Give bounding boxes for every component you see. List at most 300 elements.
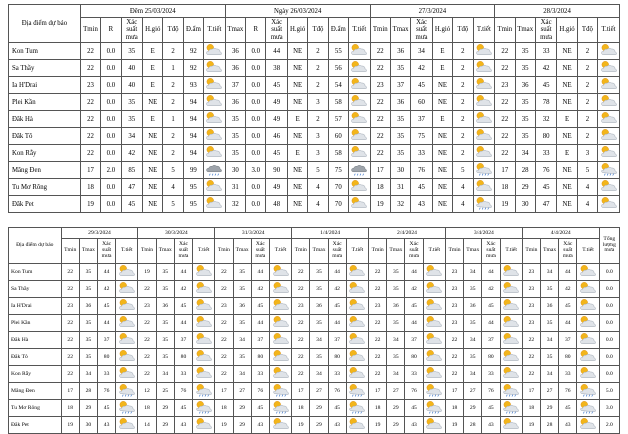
- day-title: 3/4/2024: [445, 228, 522, 239]
- data-cell: 93: [183, 77, 203, 94]
- data-cell: 19: [61, 417, 79, 434]
- column-header: Tmin: [370, 18, 390, 43]
- sun-cloud-icon: [117, 332, 137, 348]
- data-cell: 57: [328, 111, 348, 128]
- table-row: [9, 264, 620, 281]
- weather-cell: [500, 264, 522, 281]
- column-header: H.gió: [143, 18, 163, 43]
- table-row: [9, 281, 620, 298]
- data-cell: 47: [121, 179, 143, 196]
- data-cell: 23: [61, 298, 79, 315]
- weather-cell: [193, 298, 215, 315]
- weather-cell: [349, 162, 371, 179]
- data-cell: 22: [61, 281, 79, 298]
- location-name: Đăk Hà: [9, 111, 81, 128]
- sun-cloud-icon: [117, 264, 137, 280]
- weather-cell: [598, 77, 620, 94]
- column-header: T.tiết: [577, 239, 599, 264]
- table-row: [9, 179, 620, 196]
- data-cell: 33: [98, 366, 116, 383]
- sun-cloud-icon: [194, 298, 214, 314]
- data-cell: 45: [174, 298, 192, 315]
- data-cell: 22: [215, 349, 233, 366]
- data-cell: 44: [405, 315, 423, 332]
- data-cell: 44: [251, 315, 269, 332]
- weather-cell: [349, 196, 371, 213]
- sun-cloud-icon: [349, 43, 369, 59]
- data-cell: 22: [369, 366, 387, 383]
- table-row: [9, 162, 620, 179]
- data-cell: 17: [292, 383, 310, 400]
- data-cell: 5: [163, 196, 183, 213]
- data-cell: 2: [453, 111, 473, 128]
- day-title: 29/3/2024: [61, 228, 138, 239]
- data-cell: 94: [183, 111, 203, 128]
- sun-rain-icon: [117, 400, 137, 416]
- table-row: [9, 315, 620, 332]
- column-header: Tđộ: [163, 18, 183, 43]
- sun-cloud-icon: [204, 111, 224, 127]
- weather-cell: [116, 400, 138, 417]
- column-header: Tmax: [225, 18, 245, 43]
- data-cell: 29: [541, 400, 559, 417]
- sun-cloud-icon: [599, 145, 619, 161]
- data-cell: 29: [233, 417, 251, 434]
- data-cell: 75: [411, 128, 433, 145]
- weather-cell: [193, 315, 215, 332]
- data-cell: 35: [541, 349, 559, 366]
- data-cell: 19: [370, 196, 390, 213]
- weather-cell: [204, 43, 226, 60]
- data-cell: 23: [445, 298, 463, 315]
- data-cell: 80: [559, 349, 577, 366]
- data-cell: 35: [464, 281, 482, 298]
- data-cell: 35: [121, 94, 143, 111]
- weather-cell: [116, 332, 138, 349]
- sun-cloud-icon: [424, 315, 444, 331]
- data-cell: 4: [577, 179, 597, 196]
- data-cell: 2: [308, 111, 328, 128]
- data-cell: 22: [370, 94, 390, 111]
- weather-cell: [473, 145, 495, 162]
- table-row: [9, 60, 620, 77]
- data-cell: 19: [522, 417, 540, 434]
- period-title: 28/3/2024: [495, 5, 620, 18]
- data-cell: 45: [411, 179, 433, 196]
- data-cell: 12: [138, 383, 156, 400]
- data-cell: 44: [559, 315, 577, 332]
- data-cell: 35: [515, 94, 535, 111]
- data-cell: 44: [174, 264, 192, 281]
- data-cell: 22: [292, 281, 310, 298]
- table-row: [9, 196, 620, 213]
- data-cell: 34: [387, 332, 405, 349]
- data-cell: 22: [292, 349, 310, 366]
- sun-cloud-icon: [501, 366, 521, 382]
- weather-cell: [116, 383, 138, 400]
- data-cell: 22: [80, 128, 100, 145]
- data-cell: 0.0: [101, 43, 121, 60]
- data-cell: 43: [482, 417, 500, 434]
- data-cell: NE: [287, 43, 307, 60]
- weather-cell: [116, 264, 138, 281]
- sun-cloud-icon: [194, 332, 214, 348]
- location-name: Tu Mơ Rông: [9, 179, 81, 196]
- data-cell: 0.0: [101, 77, 121, 94]
- data-cell: NE: [287, 94, 307, 111]
- column-header: Tmax: [541, 239, 559, 264]
- data-cell: NE: [143, 94, 163, 111]
- data-cell: 0.0: [246, 128, 266, 145]
- data-cell: 35: [515, 60, 535, 77]
- data-cell: 4: [308, 196, 328, 213]
- data-cell: 23: [215, 298, 233, 315]
- data-cell: 22: [522, 332, 540, 349]
- weather-cell: [423, 315, 445, 332]
- sun-cloud-icon: [204, 179, 224, 195]
- data-cell: 44: [328, 264, 346, 281]
- weather-cell: [204, 94, 226, 111]
- data-cell: 23: [522, 298, 540, 315]
- data-cell: 37: [390, 77, 410, 94]
- weather-cell: [116, 349, 138, 366]
- data-cell: 2: [308, 60, 328, 77]
- data-cell: NE: [432, 77, 452, 94]
- weather-cell: [116, 417, 138, 434]
- data-cell: 22: [80, 145, 100, 162]
- data-cell: 45: [251, 298, 269, 315]
- data-cell: NE: [432, 94, 452, 111]
- data-cell: 35: [233, 349, 251, 366]
- table-row: [9, 298, 620, 315]
- weather-cell: [423, 264, 445, 281]
- location-name: Sa Thầy: [9, 60, 81, 77]
- data-cell: 35: [225, 111, 245, 128]
- data-cell: 34: [541, 366, 559, 383]
- data-cell: 43: [98, 417, 116, 434]
- data-cell: 2: [453, 60, 473, 77]
- data-cell: 37: [559, 332, 577, 349]
- data-cell: 42: [535, 60, 557, 77]
- location-name: Tu Mơ Rông: [9, 400, 62, 417]
- data-cell: 29: [156, 400, 174, 417]
- sun-cloud-icon: [349, 60, 369, 76]
- sun-cloud-icon: [474, 145, 494, 161]
- sun-cloud-icon: [204, 77, 224, 93]
- data-cell: 2: [308, 77, 328, 94]
- location-name: Kon Tum: [9, 264, 62, 281]
- data-cell: 35: [156, 332, 174, 349]
- weather-cell: [269, 400, 291, 417]
- data-cell: 42: [405, 281, 423, 298]
- weather-cell: [349, 60, 371, 77]
- column-header: T.tiết: [500, 239, 522, 264]
- sun-cloud-icon: [474, 60, 494, 76]
- weather-cell: [473, 77, 495, 94]
- column-header: Tđộ: [308, 18, 328, 43]
- data-cell: 36: [387, 298, 405, 315]
- data-cell: 42: [98, 281, 116, 298]
- weather-cell: [269, 349, 291, 366]
- data-cell: 35: [156, 264, 174, 281]
- data-cell: 80: [251, 349, 269, 366]
- data-cell: 29: [310, 417, 328, 434]
- data-cell: 22: [61, 332, 79, 349]
- weather-cell: [116, 298, 138, 315]
- data-cell: NE: [557, 94, 577, 111]
- data-cell: 0.0: [101, 128, 121, 145]
- data-cell: 28: [79, 383, 97, 400]
- data-cell: 29: [233, 400, 251, 417]
- column-header: Tđộ: [577, 18, 597, 43]
- sun-cloud-icon: [424, 417, 444, 433]
- data-cell: NE: [557, 128, 577, 145]
- weather-cell: [577, 417, 599, 434]
- column-header: T.tiết: [598, 18, 620, 43]
- sun-cloud-icon: [474, 128, 494, 144]
- column-header: Tmax: [387, 239, 405, 264]
- data-cell: 42: [328, 281, 346, 298]
- data-cell: 35: [79, 281, 97, 298]
- data-cell: 0.0: [101, 111, 121, 128]
- weather-cell: [269, 315, 291, 332]
- data-cell: 35: [390, 145, 410, 162]
- weather-cell: [598, 94, 620, 111]
- data-cell: 22: [370, 43, 390, 60]
- data-cell: 45: [98, 400, 116, 417]
- weather-cell: [500, 315, 522, 332]
- weather-cell: [598, 111, 620, 128]
- data-cell: NE: [432, 128, 452, 145]
- weather-cell: [423, 383, 445, 400]
- data-cell: 44: [559, 264, 577, 281]
- data-cell: 37: [98, 332, 116, 349]
- table-row: [9, 111, 620, 128]
- data-cell: 35: [225, 128, 245, 145]
- column-header: Tmin: [369, 239, 387, 264]
- column-header: Đ.ẩm: [328, 18, 348, 43]
- weather-cell: [204, 111, 226, 128]
- data-cell: E: [143, 60, 163, 77]
- data-cell: 35: [464, 315, 482, 332]
- data-cell: 30: [390, 162, 410, 179]
- data-cell: E: [287, 145, 307, 162]
- data-cell: 5: [453, 162, 473, 179]
- data-cell: 22: [369, 315, 387, 332]
- weather-cell: [598, 162, 620, 179]
- sun-cloud-icon: [501, 417, 521, 433]
- data-cell: 4: [163, 179, 183, 196]
- data-cell: 18: [61, 400, 79, 417]
- total-rain-cell: 0.0: [599, 349, 619, 366]
- data-cell: 33: [405, 366, 423, 383]
- data-cell: 17: [522, 383, 540, 400]
- data-cell: 70: [328, 196, 348, 213]
- sun-cloud-icon: [271, 332, 291, 348]
- data-cell: 43: [328, 417, 346, 434]
- sun-cloud-icon: [474, 77, 494, 93]
- data-cell: 38: [266, 60, 288, 77]
- weather-cell: [204, 179, 226, 196]
- data-cell: 0.0: [246, 94, 266, 111]
- weather-cell: [346, 383, 368, 400]
- data-cell: 35: [515, 43, 535, 60]
- data-cell: 17: [215, 383, 233, 400]
- data-cell: 23: [138, 298, 156, 315]
- data-cell: 0.0: [246, 111, 266, 128]
- weather-cell: [500, 366, 522, 383]
- sun-rain-icon: [501, 383, 521, 399]
- weather-cell: [349, 77, 371, 94]
- sun-cloud-icon: [424, 332, 444, 348]
- weather-cell: [349, 128, 371, 145]
- data-cell: 35: [541, 281, 559, 298]
- data-cell: 19: [80, 196, 100, 213]
- data-cell: 27: [541, 383, 559, 400]
- sun-rain-icon: [347, 383, 367, 399]
- data-cell: 22: [370, 60, 390, 77]
- weather-cell: [269, 383, 291, 400]
- data-cell: 23: [369, 298, 387, 315]
- location-name: Đăk Pet: [9, 196, 81, 213]
- data-cell: 35: [541, 315, 559, 332]
- column-header: Tmin: [495, 18, 515, 43]
- location-name: Đăk Tô: [9, 128, 81, 145]
- data-cell: 36: [515, 77, 535, 94]
- data-cell: 36: [225, 94, 245, 111]
- table-row: [9, 77, 620, 94]
- weather-cell: [349, 111, 371, 128]
- data-cell: 27: [464, 383, 482, 400]
- data-cell: 2: [163, 94, 183, 111]
- data-cell: 44: [482, 315, 500, 332]
- data-cell: 76: [98, 383, 116, 400]
- data-cell: NE: [143, 196, 163, 213]
- data-cell: 35: [390, 111, 410, 128]
- data-cell: 29: [79, 400, 97, 417]
- data-cell: 3.0: [246, 162, 266, 179]
- column-header: H.gió: [557, 18, 577, 43]
- data-cell: 45: [411, 77, 433, 94]
- sun-cloud-icon: [599, 111, 619, 127]
- data-cell: 2: [163, 43, 183, 60]
- location-header: Địa điểm dự báo: [9, 228, 62, 264]
- sun-rain-icon: [424, 383, 444, 399]
- data-cell: 0.0: [101, 196, 121, 213]
- data-cell: 18: [215, 400, 233, 417]
- data-cell: 33: [328, 366, 346, 383]
- column-header: Xác suất mưa: [482, 239, 500, 264]
- data-cell: 45: [251, 400, 269, 417]
- sun-cloud-icon: [194, 417, 214, 433]
- data-cell: 0.0: [246, 43, 266, 60]
- data-cell: 35: [390, 60, 410, 77]
- sun-cloud-icon: [349, 145, 369, 161]
- data-cell: 46: [266, 128, 288, 145]
- table-row: [9, 383, 620, 400]
- sun-cloud-icon: [117, 417, 137, 433]
- weather-cell: [423, 400, 445, 417]
- data-cell: 94: [183, 145, 203, 162]
- data-cell: 35: [310, 349, 328, 366]
- data-cell: 35: [79, 264, 97, 281]
- data-cell: NE: [287, 179, 307, 196]
- data-cell: E: [287, 111, 307, 128]
- data-cell: 33: [559, 366, 577, 383]
- data-cell: NE: [557, 60, 577, 77]
- day-title: 30/3/2024: [138, 228, 215, 239]
- weather-cell: [577, 366, 599, 383]
- weather-cell: [598, 128, 620, 145]
- data-cell: 17: [495, 162, 515, 179]
- data-cell: 36: [464, 298, 482, 315]
- column-header: Đ.ẩm: [183, 18, 203, 43]
- data-cell: 22: [138, 349, 156, 366]
- column-header: Tmin: [292, 239, 310, 264]
- data-cell: 5: [308, 162, 328, 179]
- data-cell: 1: [163, 60, 183, 77]
- data-cell: 80: [482, 349, 500, 366]
- data-cell: 22: [80, 43, 100, 60]
- data-cell: 22: [80, 94, 100, 111]
- data-cell: 34: [233, 366, 251, 383]
- data-cell: 31: [225, 179, 245, 196]
- data-cell: 22: [61, 366, 79, 383]
- data-cell: 22: [292, 315, 310, 332]
- data-cell: NE: [287, 196, 307, 213]
- sun-cloud-icon: [578, 315, 598, 331]
- data-cell: 40: [121, 77, 143, 94]
- data-cell: 33: [174, 366, 192, 383]
- column-header: T.tiết: [269, 239, 291, 264]
- weather-cell: [204, 60, 226, 77]
- data-cell: 33: [251, 366, 269, 383]
- column-header: Tmax: [515, 18, 535, 43]
- data-cell: 37: [328, 332, 346, 349]
- data-cell: 58: [328, 94, 348, 111]
- data-cell: 37: [251, 332, 269, 349]
- weather-cell: [598, 145, 620, 162]
- data-cell: 5: [163, 162, 183, 179]
- column-header: Tmax: [310, 239, 328, 264]
- data-cell: 1: [163, 111, 183, 128]
- data-cell: 2: [577, 111, 597, 128]
- data-cell: 0.0: [246, 145, 266, 162]
- data-cell: 29: [310, 400, 328, 417]
- total-rain-cell: 0.0: [599, 315, 619, 332]
- weather-cell: [346, 281, 368, 298]
- weather-cell: [346, 349, 368, 366]
- sun-cloud-icon: [349, 196, 369, 212]
- column-header: T.tiết: [423, 239, 445, 264]
- data-cell: 17: [61, 383, 79, 400]
- sun-cloud-icon: [347, 366, 367, 382]
- location-name: Kon Rẫy: [9, 366, 62, 383]
- data-cell: 37: [411, 111, 433, 128]
- data-cell: 34: [464, 332, 482, 349]
- data-cell: 34: [387, 366, 405, 383]
- data-cell: 22: [369, 349, 387, 366]
- data-cell: 55: [328, 43, 348, 60]
- weather-cell: [204, 196, 226, 213]
- sun-cloud-icon: [271, 315, 291, 331]
- sun-cloud-icon: [271, 417, 291, 433]
- total-rain-cell: 5.0: [599, 383, 619, 400]
- total-rain-cell: 3.0: [599, 400, 619, 417]
- location-name: Đăk Hà: [9, 332, 62, 349]
- weather-cell: [598, 60, 620, 77]
- data-cell: 35: [310, 281, 328, 298]
